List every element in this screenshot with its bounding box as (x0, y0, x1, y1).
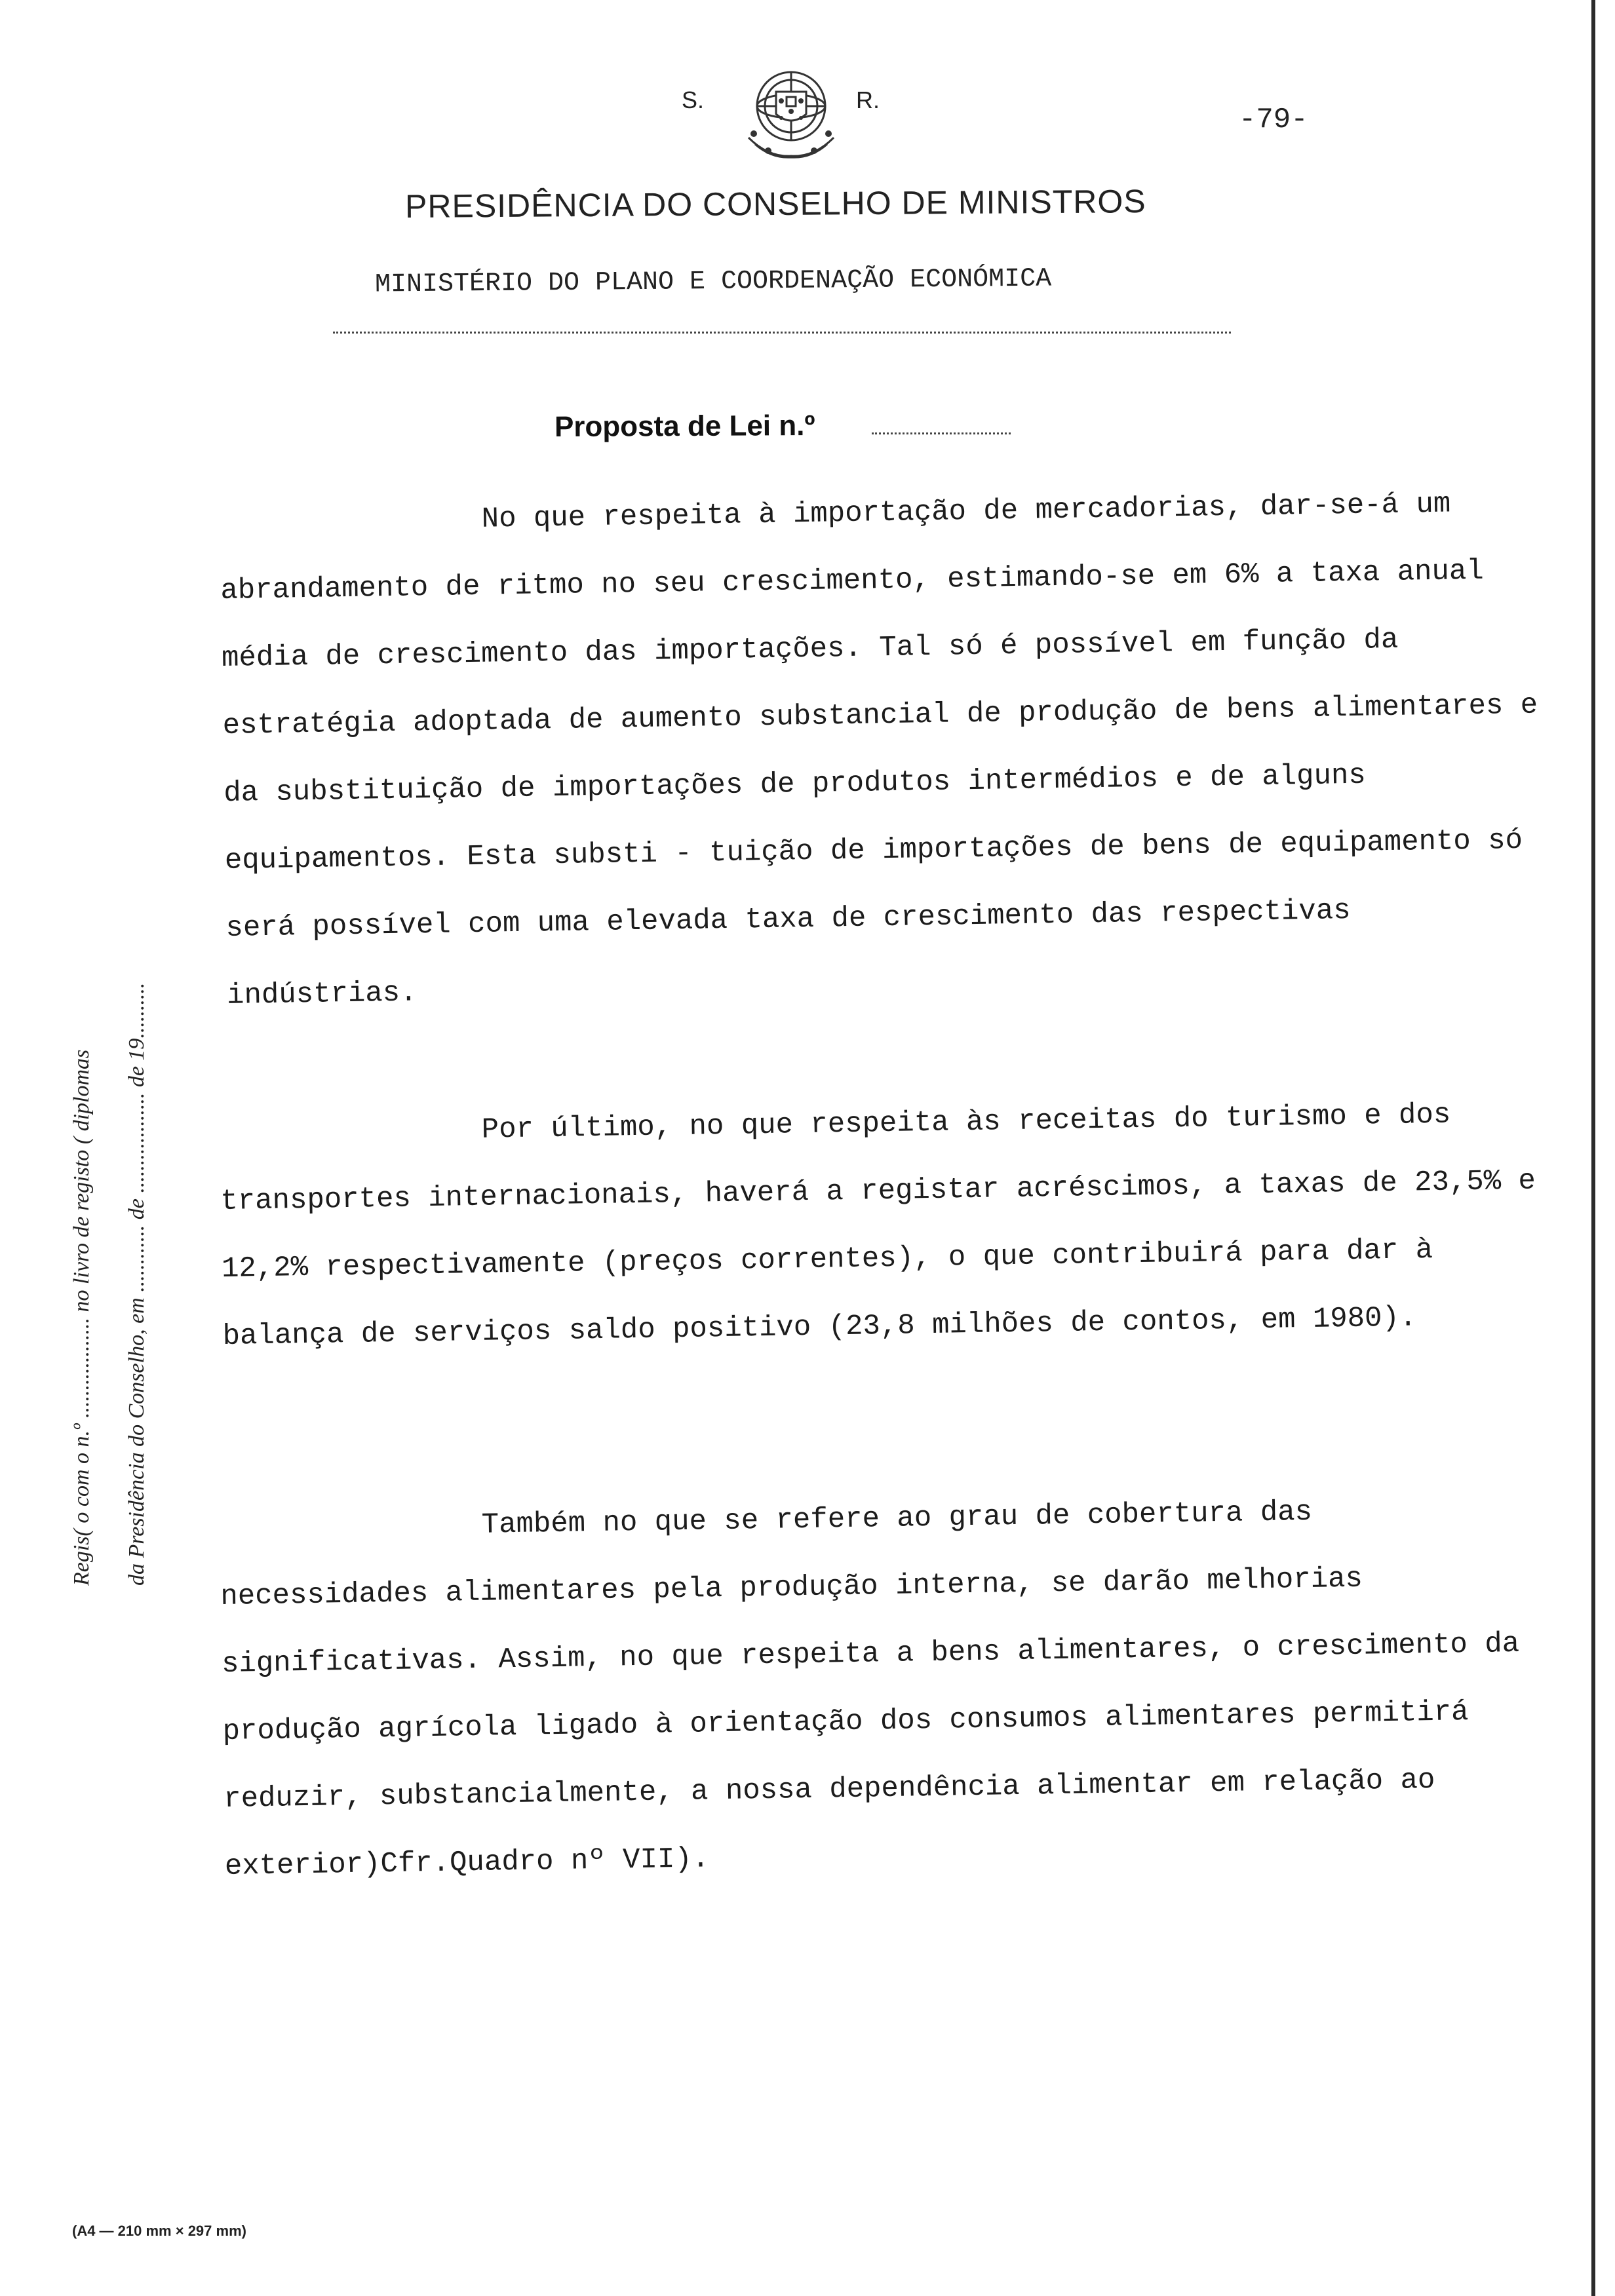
paragraph-tourism-text: Por último, no que respeita às receitas do turismo e dos transportes internacionais, haverá a registar acréscimos, a taxas de 23,5% e 12,2% respectivamente (preços correntes), o que contribuirá para dar à balança de serviços saldo positivo (23,8 milhões de contos, em 1980). (220, 1098, 1536, 1353)
header-s-letter: S. (682, 86, 705, 113)
proposal-number-blank (872, 432, 1011, 434)
registration-margin-note (46, 721, 151, 1612)
paragraph-imports (219, 469, 1545, 1029)
header-r-letter: R. (856, 86, 880, 113)
proposal-label: Proposta de Lei n.º (554, 409, 815, 444)
portuguese-coat-of-arms-icon (735, 60, 847, 165)
paragraph-food-coverage (219, 1475, 1542, 1900)
page-number: -79- (1239, 104, 1308, 136)
paragraph-tourism (219, 1080, 1540, 1371)
ministry-heading: MINISTÉRIO DO PLANO E COORDENAÇÃO ECONÓMICA (374, 264, 1052, 300)
presidency-heading: PRESIDÊNCIA DO CONSELHO DE MINISTROS (404, 183, 1146, 225)
paragraph-imports-text: No que respeita à importação de mercadorias, dar-se-á um abrandamento de ritmo no seu crescimento, estimando-se em 6% a taxa anual média de crescimento das importações. Tal só é possível em função da estratégia adoptada de aumento substancial de produção de bens alimentares e da substituição de importações de produtos intermédios e de alguns equipamentos. Esta substi - tuição de importações de bens de equipamento só será possível com uma elevada taxa de crescimento das respectivas indústrias. (220, 488, 1538, 1012)
margin-note-line-2: da Presidência do Conselho, em ............ de .................. de 19.......... (125, 982, 149, 1586)
paragraph-food-coverage-text: Também no que se refere ao grau de cobertura das necessidades alimentares pela produção interna, se darão melhorias significativas. Assim, no que respeita a bens alimentares, o crescimento da produção agrícola ligado à orientação dos consumos alimentares permitirá reduzir, substancialmente, a nossa dependência alimentar em relação ao exterior)Cfr.Quadro nº VII). (220, 1495, 1520, 1883)
scan-edge (1591, 0, 1595, 2296)
paper-size-note: (A4 — 210 mm × 297 mm) (72, 2223, 246, 2239)
ministry-dotted-rule (333, 332, 1231, 334)
margin-note-line-1: Regis( o com o n.º .................. no livro de registo ( diplomas (69, 1049, 94, 1586)
